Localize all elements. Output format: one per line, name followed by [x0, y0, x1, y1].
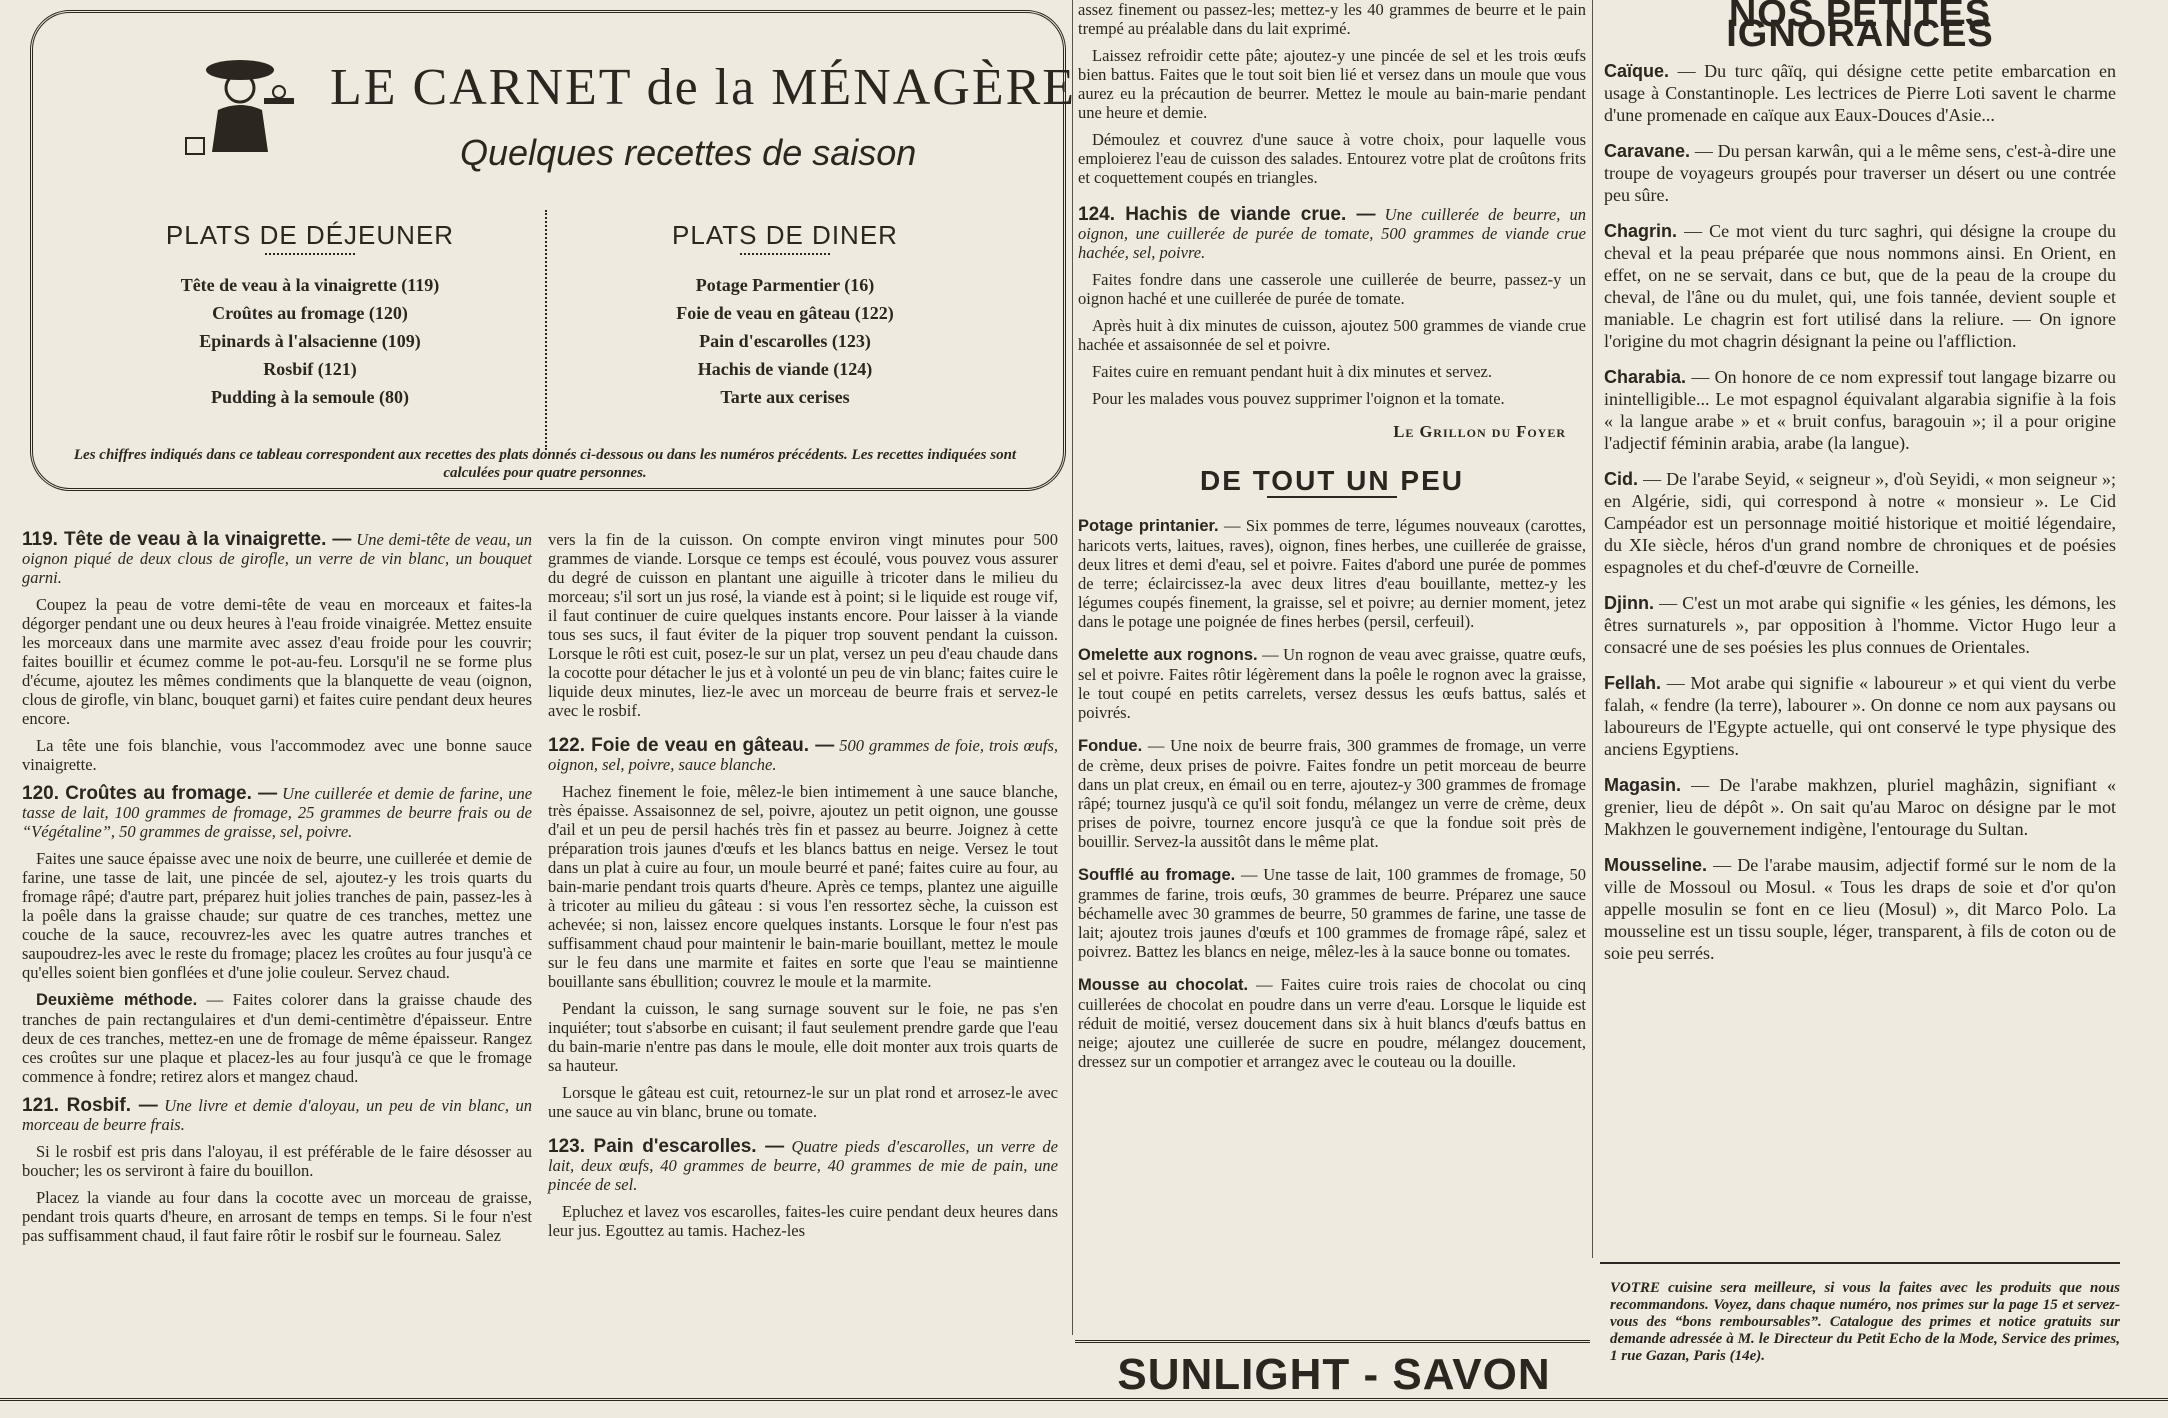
- recipe-120: [22, 784, 532, 1086]
- header-note: Les chiffres indiqués dans ce tableau correspondent aux recettes des plats donnés ci-dessous ou dans les numéros précédents. Les recettes indiquées sont calculées pour quatre personnes.: [73, 447, 1017, 481]
- recipe-text: La tête une fois blanchie, vous l'accommodez avec une bonne sauce vinaigrette.: [22, 736, 532, 774]
- recipe-text: Faites une sauce épaisse avec une noix de beurre, une cuillerée et demie de farine, une tasse de lait, une pincée de sel, ajoutez-y les trois quarts du fromage râpé; d'autre part, préparez huit jolies tranches de pain, passez-les à la poêle dans la graisse chaude; sur quatre de ces tranches, mettez une couche de la sauce, recouvrez-les avec les quatre autres tranches et saupoudrez-les avec le reste du fromage; placez les croûtes au four jusqu'à ce qu'elles soient bien gonflées et d'une jolie couleur. Servez chaud.: [22, 849, 532, 982]
- page-subtitle: Quelques recettes de saison: [460, 132, 917, 173]
- lunch-item: Epinards à l'alsacienne (109): [199, 331, 421, 351]
- glossary-entry: [1604, 366, 2116, 454]
- recipe-text: Après huit à dix minutes de cuisson, ajoutez 500 grammes de viande crue hachée et assaisonnée de sel et poivre.: [1078, 316, 1586, 354]
- bottom-border: [0, 1398, 2168, 1413]
- item-text: — Une noix de beurre frais, 300 grammes de fromage, un verre de crème, deux prises de poivre. Faites fondre un petit morceau de beurre dans un plat creux, en émail ou en terre, ajoutez-y 300 grammes de fromage râpé; tournez jusqu'à ce qu'il soit fondu, mélangez un verre de crème, deux prises de poivre, tournez encore jusqu'à ce que la fondue soit près de bouillir. Servez-la aussitôt dans le même plat.: [1078, 736, 1587, 851]
- recipe-text: Si le rosbif est pris dans l'aloyau, il est préférable de le faire désosser au boucher; les os serviront à faire du bouillon.: [22, 1142, 532, 1180]
- glossary-text: — De l'arabe makhzen, pluriel maghâzin, signifiant « grenier, lieu de dépôt ». On sait qu'au Maroc on désigne par le mot Makhzen le gouvernement indigène, l'entourage du Sultan.: [1604, 775, 2116, 839]
- sunlight-ad: SUNLIGHT - SAVON: [1117, 1350, 1551, 1399]
- lunch-item: Croûtes au fromage (120): [212, 303, 408, 323]
- glossary-text: — Mot arabe qui signifie « laboureur » et qui vient du verbe falah, « fendre (la terre), labourer ». On donne ce nom aux paysans ou laboureurs de l'Egypte actuelle, qui ont conservé le type physique des anciens Egyptiens.: [1604, 673, 2116, 759]
- section-rule: [1267, 496, 1397, 498]
- recipe-text: Hachez finement le foie, mêlez-le bien intimement à une sauce blanche, très épaisse. Assaisonnez de sel, poivre, ajoutez un petit oignon, une gousse d'ail et un peu de persil hachés très fin et passez au beurre. Joignez à cette préparation trois jaunes d'œufs et les blancs battus en neige. Versez le tout dans un plat à cuire au four, un moule beurré et pané; faites cuire au four, au bain-marie pendant trois quarts d'heure. Après ce temps, plantez une aiguille à tricoter au milieu du gâteau : si vous l'en ressortez sèche, la cuisson est achevée; si non, laissez encore quelques instants. Lorsque le four n'est pas suffisamment chaud pour maintenir le bain-marie bouillant, mettez le moule sur le feu dans une marmite et faites en sorte que l'eau se maintienne bouillante sans ébullition; couvrez le moule et la marmite.: [548, 782, 1058, 991]
- glossary-entry: [1604, 854, 2116, 964]
- glossary-entry: [1604, 468, 2116, 578]
- page-title: LE CARNET de la MÉNAGÈRE: [330, 59, 1077, 116]
- recipe-123: [548, 1137, 1058, 1240]
- item-potage: [1078, 516, 1586, 631]
- recipe-text: — Faites colorer dans la graisse chaude des tranches de pain rectangulaires et d'un demi-centimètre d'épaisseur. Entre deux de ces tranches, mettez-en une de fromage de même épaisseur. Rangez ces croûtes sur une plaque et placez-les au four jusqu'à ce que le fromage commence à fondre; retirez alors et mangez chaud.: [22, 990, 532, 1086]
- glossary-entry: [1604, 140, 2116, 206]
- glossary-text: — C'est un mot arabe qui signifie « les génies, les démons, les êtres surnaturels », par opposition à l'homme. Victor Hugo leur a consacré une de ses poésies les plus connues de Orientales.: [1604, 593, 2116, 657]
- recipe-text: Pendant la cuisson, le sang surnage souvent sur le foie, ne pas s'en inquiéter; tout s'absorbe en cuisant; il faut seulement prendre garde que l'eau du bain-marie n'entre pas dans le moule, elle doit monter aux trois quarts de sa hauteur.: [548, 999, 1058, 1075]
- recipe-text: Placez la viande au four dans la cocotte avec un morceau de graisse, pendant trois quarts d'heure, en arrosant de temps en temps. Si le four n'est pas suffisamment chaud, il faut faire rôtir le rosbif sur le fourneau. Salez: [22, 1188, 532, 1245]
- column-1: [22, 530, 532, 1255]
- column-4: [1604, 0, 2116, 978]
- recipe-title: 122. Foie de veau en gâteau. —: [548, 735, 835, 756]
- recipe-119: [22, 530, 532, 774]
- item-souffle: [1078, 865, 1586, 961]
- recipe-text: Lorsque le gâteau est cuit, retournez-le sur un plat rond et arrosez-le avec une sauce au vin blanc, brune ou tomate.: [548, 1083, 1058, 1121]
- glossary-text: — De l'arabe mausim, adjectif formé sur le nom de la ville de Mossoul ou Mosul. « Tous les draps de soie et d'or qu'on appelle mosulin se font en ce lieu (Mosul) », dit Marco Polo. La mousseline est un tissu souple, léger, transparent, à fils de coton ou de soie peu serrés.: [1604, 855, 2116, 963]
- glossary-entry: [1604, 774, 2116, 840]
- recipe-ingredients: Une demi-tête de veau, un oignon piqué de deux clous de girofle, un verre de vin blanc, un bouquet garni.: [22, 530, 532, 587]
- recipe-text: Pour les malades vous pouvez supprimer l'oignon et la tomate.: [1092, 389, 1505, 408]
- recipe-title: 120. Croûtes au fromage. —: [22, 783, 278, 804]
- glossary-text: — Du turc qâïq, qui désigne cette petite embarcation en usage à Constantinople. Les lectrices de Pierre Loti savent le charme d'une promenade en caïque aux Eaux-Douces d'Asie...: [1604, 61, 2116, 125]
- dinner-item: Potage Parmentier (16): [695, 275, 875, 295]
- glossary-term: Chagrin.: [1604, 221, 1678, 241]
- dinner-item: Tarte aux cerises: [720, 387, 850, 407]
- recipe-121: [22, 1096, 532, 1245]
- dinner-heading: PLATS DE DINER: [672, 220, 898, 250]
- dinner-dots: [740, 253, 830, 255]
- recipe-text: Démoulez et couvrez d'une sauce à votre choix, pour laquelle vous emploierez l'eau de cuisson des salades. Entourez votre plat de croûtons frits et coquettement coupés en triangles.: [1078, 130, 1586, 187]
- recipe-124: [1078, 205, 1586, 408]
- glossary-entry: [1604, 60, 2116, 126]
- lunch-dots: [265, 253, 355, 255]
- section-title: DE TOUT UN PEU: [1200, 465, 1464, 496]
- recipe-title: 121. Rosbif. —: [22, 1095, 158, 1116]
- lunch-item: Rosbif (121): [263, 359, 357, 379]
- column-3: [1078, 0, 1586, 1085]
- cook-illustration-icon: [180, 40, 300, 160]
- item-fondue: [1078, 736, 1586, 851]
- column-2: [548, 530, 1058, 1250]
- glossary-term: Mousseline.: [1604, 855, 1708, 875]
- glossary-term: Magasin.: [1604, 775, 1682, 795]
- recipe-ingredients: Une livre et demie d'aloyau, un peu de vin blanc, un morceau de beurre frais.: [22, 1096, 533, 1134]
- dinner-item: Pain d'escarolles (123): [699, 331, 871, 351]
- recipe-text: vers la fin de la cuisson. On compte environ vingt minutes pour 500 grammes de viande. Lorsque ce temps est écoulé, vous pouvez vous assurer du degré de cuisson en plantant une aiguille à tricoter dans le milieu du morceau; s'il sort un jus rosé, la viande est à point; si le liquide est rouge vif, il faut continuer de cuire quelques instants encore. Pour laisser à la viande tous ses sucs, il faut éviter de la piquer trop souvent pendant la cuisson. Lorsque le rôti est cuit, posez-le sur un plat, versez un peu d'eau chaude dans la cocotte pour détacher le jus et à volonté un peu de vin blanc; faites cuire le liquide deux minutes, liez-le avec un morceau de beurre frais et servez-le avec le rosbif.: [548, 530, 1058, 720]
- recipe-122: [548, 736, 1058, 1121]
- item-heading: Fondue.: [1078, 737, 1143, 755]
- lunch-menu: [95, 220, 525, 411]
- item-text: — Six pommes de terre, légumes nouveaux (carottes, haricots verts, laitues, raves), oignon, fines herbes, une cuillerée de graisse, deux litres et demi d'eau, sel et poivre. Faites d'abord une purée de pommes de terre; éclaircissez-la avec deux litres d'eau bouillante, mettez-y les légumes coupés finement, la graisse, sel et poivre; au dernier moment, jetez dans le potage une poignée de fines herbes (persil, cerfeuil).: [1078, 516, 1587, 631]
- glossary-entry: [1604, 592, 2116, 658]
- glossary-text: — De l'arabe Seyid, « seigneur », d'où Seyidi, « mon seigneur »; en Algérie, sidi, qui correspond à notre « monsieur ». Le Cid Campéador est un personnage moitié historique et moitié légendaire, du XIe siècle, héros d'un grand nombre de chroniques et de poésies espagnoles et du chef-d'œuvre de Corneille.: [1604, 469, 2117, 577]
- item-heading: Omelette aux rognons.: [1078, 646, 1258, 664]
- column-rule: [1072, 0, 1073, 1335]
- promo-rule: [1600, 1262, 2120, 1264]
- recipe-text: Faites cuire en remuant pendant huit à dix minutes et servez.: [1092, 362, 1492, 381]
- item-heading: Potage printanier.: [1078, 517, 1219, 535]
- recipe-text: Laissez refroidir cette pâte; ajoutez-y une pincée de sel et les trois œufs bien battus. Faites que le tout soit bien lié et versez dans un moule que vous aurez eu la précaution de beurrer. Mettez le moule au bain-marie pendant une heure et demie.: [1078, 46, 1586, 122]
- glossary-title: NOS PETITES IGNORANCES: [1726, 0, 1994, 55]
- menu-divider: [545, 210, 547, 450]
- recipe-title: 123. Pain d'escarolles. —: [548, 1136, 785, 1157]
- glossary-term: Caïque.: [1604, 61, 1670, 81]
- glossary-term: Cid.: [1604, 469, 1638, 489]
- glossary-text: — Ce mot vient du turc saghri, qui désigne la croupe du cheval et la peau préparée que nous nommons ainsi. En Orient, en effet, on ne se servait, dans ce but, que de la peau de la croupe du cheval, de l'âne ou du mulet, qui, une fois tannée, devient souple et maniable. Le chagrin est fort utilisé dans la reliure. — On ignore l'origine du mot chagrin désignant la peine ou l'affliction.: [1604, 221, 2116, 351]
- recipe-text: Coupez la peau de votre demi-tête de veau en morceaux et faites-la dégorger pendant une ou deux heures à l'eau froide vinaigrée. Mettez ensuite les morceaux dans une marmite avec assez d'eau froide pour les couvrir; faites bouillir et écumez comme le pot-au-feu. Lorsqu'il ne se forme plus d'écume, ajoutez les mêmes condiments que la blanquette de veau (oignon, clous de girofle, vin blanc, bouquet garni) et faites cuire pendant deux heures encore.: [22, 595, 532, 728]
- item-mousse: [1078, 975, 1586, 1071]
- recipe-ingredients: Quatre pieds d'escarolles, un verre de lait, deux œufs, 40 grammes de beurre, 40 grammes de mie de pain, une pincée de sel.: [548, 1137, 1058, 1194]
- glossary-term: Fellah.: [1604, 673, 1662, 693]
- recipe-title: 119. Tête de veau à la vinaigrette. —: [22, 529, 352, 550]
- item-omelette: [1078, 645, 1586, 722]
- dinner-item: Foie de veau en gâteau (122): [676, 303, 894, 323]
- lunch-item: Pudding à la semoule (80): [210, 387, 410, 407]
- item-text: — Faites cuire trois raies de chocolat ou cinq cuillerées de chocolat en poudre dans un verre d'eau. Lorsque le liquide est réduit de moitié, versez doucement dans six à huit blancs d'œufs battus en neige; ajoutez une cuillerée de sucre en poudre, mélangez doucement, dressez sur un compotier et arrangez avec le couteau ou la douille.: [1078, 975, 1586, 1071]
- method-label: Deuxième méthode.: [36, 991, 198, 1009]
- dinner-menu: [570, 220, 1000, 411]
- lunch-heading: PLATS DE DÉJEUNER: [165, 220, 455, 250]
- item-text: — Une tasse de lait, 100 grammes de fromage, 50 grammes de farine, trois œufs, 30 grammes de beurre. Préparez une sauce béchamelle avec 30 grammes de beurre, 50 grammes de farine, une tasse de lait; ajoutez trois jaunes d'œufs et 100 grammes de fromage râpé, salez et poivrez. Battez les blancs en neige, mêlez-les à la sauce bonne ou tomates.: [1078, 865, 1586, 961]
- recipe-text: Epluchez et lavez vos escarolles, faites-les cuire pendant deux heures dans leur jus. Egouttez au tamis. Hachez-les: [548, 1202, 1058, 1240]
- dinner-item: Hachis de viande (124): [697, 359, 873, 379]
- item-text: — Un rognon de veau avec graisse, quatre œufs, sel et poivre. Faites rôtir légèrement dans la poêle le rognon avec la graisse, le tout coupé en petits carrelets, versez dessus les œufs battus, salés et poivrés.: [1078, 645, 1586, 722]
- glossary-entry: [1604, 220, 2116, 352]
- recipe-ingredients: Une cuillerée de beurre, un oignon, une cuillerée de purée de tomate, 500 grammes de viande crue hachée, sel, poivre.: [1078, 205, 1586, 262]
- glossary-list: [1604, 60, 2116, 964]
- recipe-ingredients: 500 grammes de foie, trois œufs, oignon, sel, poivre, sauce blanche.: [548, 736, 1058, 774]
- glossary-term: Charabia.: [1604, 367, 1687, 387]
- glossary-entry: [1604, 672, 2116, 760]
- promo-notice: VOTRE cuisine sera meilleure, si vous la faites avec les produits que nous recommandons. Voyez, dans chaque numéro, nos primes sur la page 15 et servez-vous des “bons remboursables”. Catalogue des primes et notice gratuits sur demande adressée à M. le Directeur du Petit Echo de la Mode, Service des primes, 1 rue Gazan, Paris (14e).: [1610, 1280, 2120, 1364]
- item-heading: Soufflé au fromage.: [1078, 866, 1236, 884]
- glossary-term: Caravane.: [1604, 141, 1691, 161]
- recipe-ingredients: Une cuillerée et demie de farine, une tasse de lait, 100 grammes de fromage, 25 grammes de beurre frais ou de “Végétaline”, 50 grammes de graisse, sel, poivre.: [22, 784, 533, 841]
- recipe-title: 124. Hachis de viande crue. —: [1078, 204, 1376, 225]
- glossary-term: Djinn.: [1604, 593, 1654, 613]
- recipe-text: Faites fondre dans une casserole une cuillerée de beurre, passez-y un oignon haché et une cuillerée de purée de tomate.: [1078, 270, 1586, 308]
- item-heading: Mousse au chocolat.: [1078, 976, 1249, 994]
- lunch-item: Tête de veau à la vinaigrette (119): [180, 275, 440, 295]
- signature: Le Grillon du Foyer: [1393, 422, 1566, 441]
- ad-rule: [1075, 1340, 1590, 1343]
- glossary-text: — Du persan karwân, qui a le même sens, c'est-à-dire une troupe de voyageurs groupés pour traverser un désert ou une contrée peu sûre.: [1604, 141, 2117, 205]
- column-rule: [1592, 0, 1593, 1258]
- recipe-text: assez finement ou passez-les; mettez-y les 40 grammes de beurre et le pain trempé au préalable dans du lait exprimé.: [1078, 0, 1586, 38]
- glossary-text: — On honore de ce nom expressif tout langage bizarre ou inintelligible... Le mot espagnol équivalant algarabia signifie à la fois « la langue arabe » et « bruit confus, baragouin »; il a pour origine l'adjectif féminin arabia, arabe (la langue).: [1604, 367, 2117, 453]
